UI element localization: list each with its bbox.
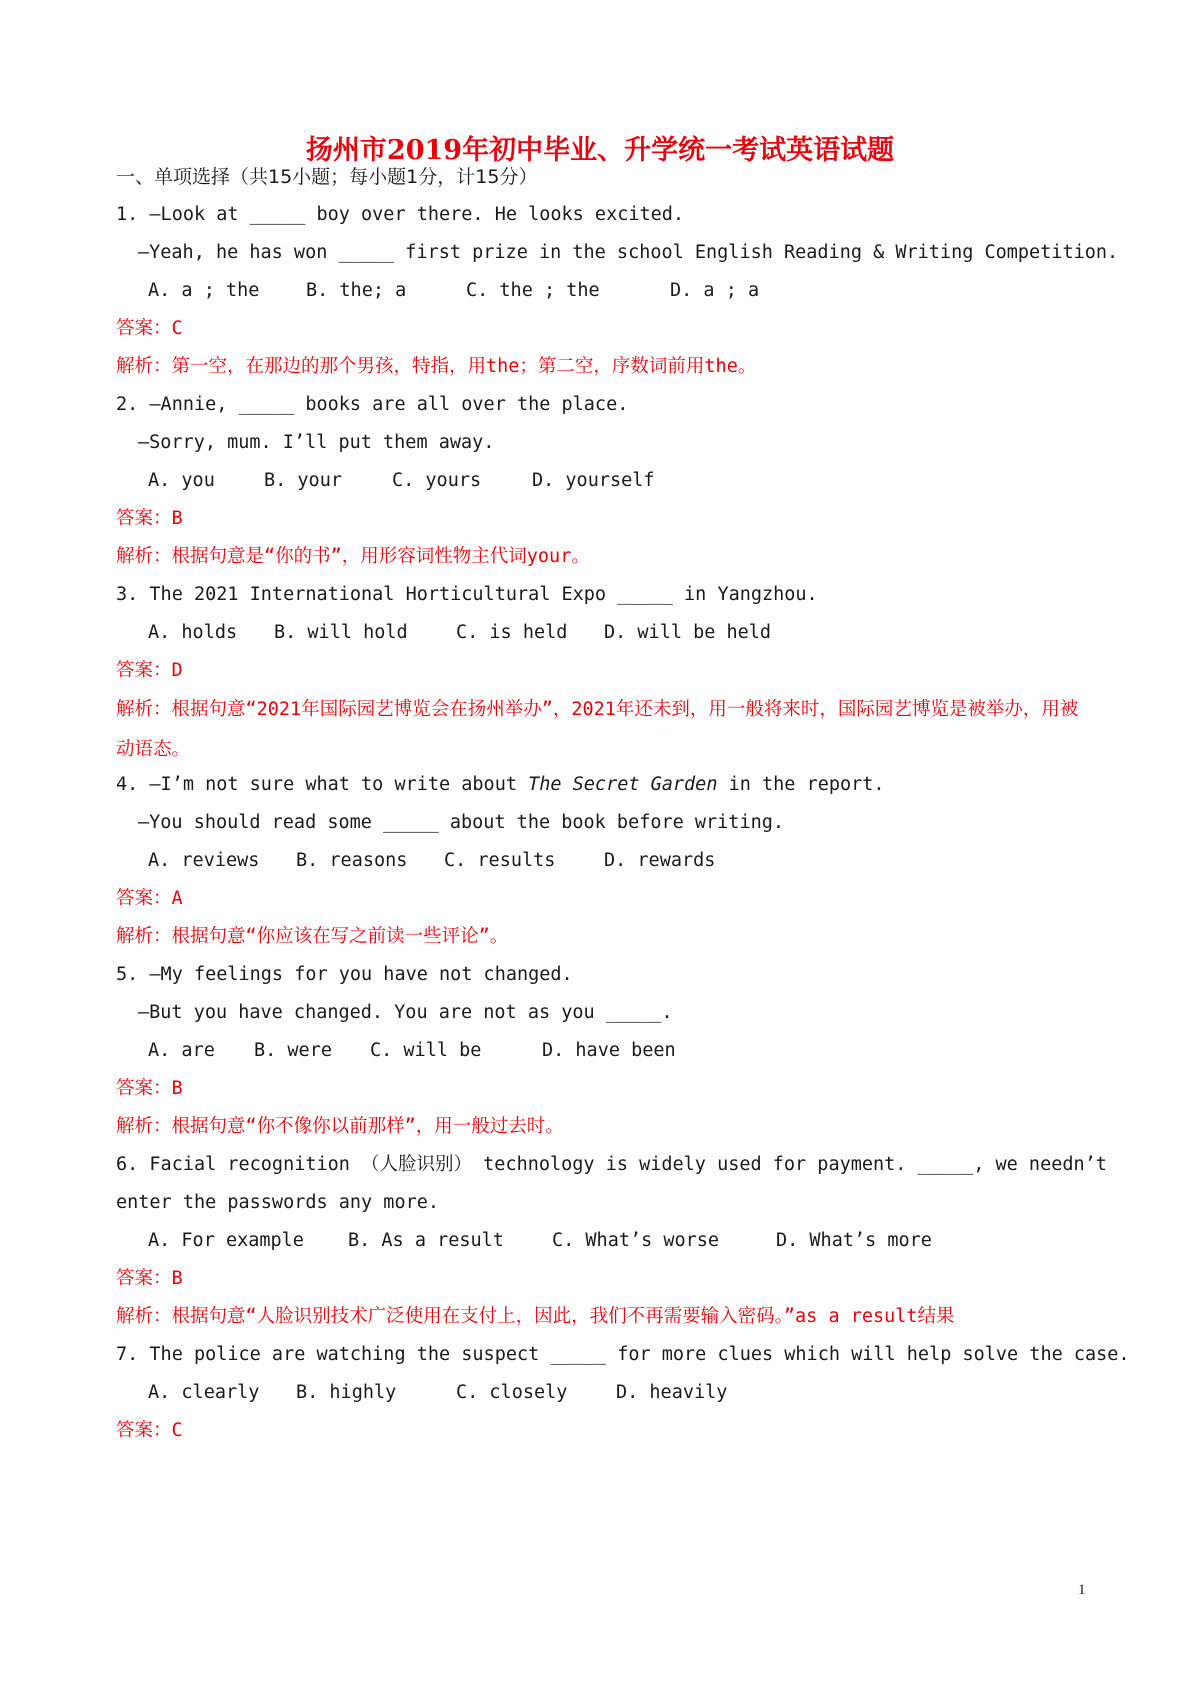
q4-book-title: The Secret Garden xyxy=(528,774,718,795)
q5-option-a: A. are xyxy=(148,1040,215,1061)
q7-option-a: A. clearly xyxy=(148,1382,260,1403)
q6-option-a: A. For example xyxy=(148,1230,304,1251)
q3-answer: 答案：D xyxy=(116,660,183,681)
q3-option-c: C. is held xyxy=(456,622,568,643)
q4-answer: 答案：A xyxy=(116,888,183,909)
q1-answer: 答案：C xyxy=(116,318,183,339)
q1-option-b: B. the; a xyxy=(306,280,407,301)
q5-line2: —But you have changed. You are not as you _____. xyxy=(138,1002,673,1023)
section-heading: 一、单项选择（共15小题；每小题1分，计15分） xyxy=(116,166,538,188)
q2-option-b: B. your xyxy=(264,470,342,491)
q7-option-c: C. closely xyxy=(456,1382,568,1403)
q1-line1: 1. —Look at _____ boy over there. He looks excited. xyxy=(116,204,685,225)
page-number: 1 xyxy=(1078,1582,1086,1598)
q2-line2: —Sorry, mum. I’ll put them away. xyxy=(138,432,495,453)
q2-analysis: 解析：根据句意是“你的书”，用形容词性物主代词your。 xyxy=(116,546,590,567)
q4-line1-end: in the report. xyxy=(717,774,885,795)
q7-answer: 答案：C xyxy=(116,1420,183,1441)
q3-analysis: 解析：根据句意“2021年国际园艺博览会在扬州举办”，2021年还未到，用一般将来时，国际园艺博览是被举办，用被动语态。 xyxy=(116,699,1079,760)
q4-line1 xyxy=(116,770,885,800)
q5-option-b: B. were xyxy=(254,1040,332,1061)
q3-option-a: A. holds xyxy=(148,622,238,643)
q5-analysis: 解析：根据句意“你不像你以前那样”，用一般过去时。 xyxy=(116,1116,564,1137)
q1-option-d: D. a ; a xyxy=(670,280,760,301)
q1-option-c: C. the ; the xyxy=(466,280,600,301)
page-title: 扬州市2019年初中毕业、升学统一考试英语试题 xyxy=(305,135,895,166)
q1-option-a: A. a ; the xyxy=(148,280,260,301)
q7-option-d: D. heavily xyxy=(616,1382,728,1403)
q5-answer: 答案：B xyxy=(116,1078,183,1099)
q7-option-b: B. highly xyxy=(296,1382,397,1403)
q3-option-b: B. will hold xyxy=(274,622,408,643)
q5-option-d: D. have been xyxy=(542,1040,676,1061)
q6-line1: 6. Facial recognition （人脸识别） technology is widely used for payment. _____, we needn’t xyxy=(116,1154,1107,1175)
q6-answer: 答案：B xyxy=(116,1268,183,1289)
q2-option-c: C. yours xyxy=(392,470,482,491)
q4-analysis: 解析：根据句意“你应该在写之前读一些评论”。 xyxy=(116,926,509,947)
q1-analysis: 解析：第一空，在那边的那个男孩，特指，用the；第二空，序数词前用the。 xyxy=(116,356,757,377)
q2-option-d: D. yourself xyxy=(532,470,655,491)
q6-option-c: C. What’s worse xyxy=(552,1230,720,1251)
q4-option-d: D. rewards xyxy=(604,850,716,871)
q2-line1: 2. —Annie, _____ books are all over the place. xyxy=(116,394,629,415)
q4-option-c: C. results xyxy=(444,850,556,871)
q6-option-b: B. As a result xyxy=(348,1230,504,1251)
q5-option-c: C. will be xyxy=(370,1040,482,1061)
q2-answer: 答案：B xyxy=(116,508,183,529)
q6-analysis: 解析：根据句意“人脸识别技术广泛使用在支付上，因此，我们不再需要输入密码。”as a result结果 xyxy=(116,1306,955,1327)
q4-option-a: A. reviews xyxy=(148,850,260,871)
q2-option-a: A. you xyxy=(148,470,215,491)
q4-line2: —You should read some _____ about the book before writing. xyxy=(138,812,785,833)
q3-option-d: D. will be held xyxy=(604,622,772,643)
q1-line2: —Yeah, he has won _____ first prize in the school English Reading & Writing Competition. xyxy=(138,242,1119,263)
q6-option-d: D. What’s more xyxy=(776,1230,932,1251)
q6-line2: enter the passwords any more. xyxy=(116,1192,440,1213)
q5-line1: 5. —My feelings for you have not changed. xyxy=(116,964,573,985)
q4-line1-start: 4. —I’m not sure what to write about xyxy=(116,774,529,795)
q7-line1: 7. The police are watching the suspect _____ for more clues which will help solve the case. xyxy=(116,1344,1130,1365)
q4-option-b: B. reasons xyxy=(296,850,408,871)
q3-line1: 3. The 2021 International Horticultural Expo _____ in Yangzhou. xyxy=(116,584,818,605)
